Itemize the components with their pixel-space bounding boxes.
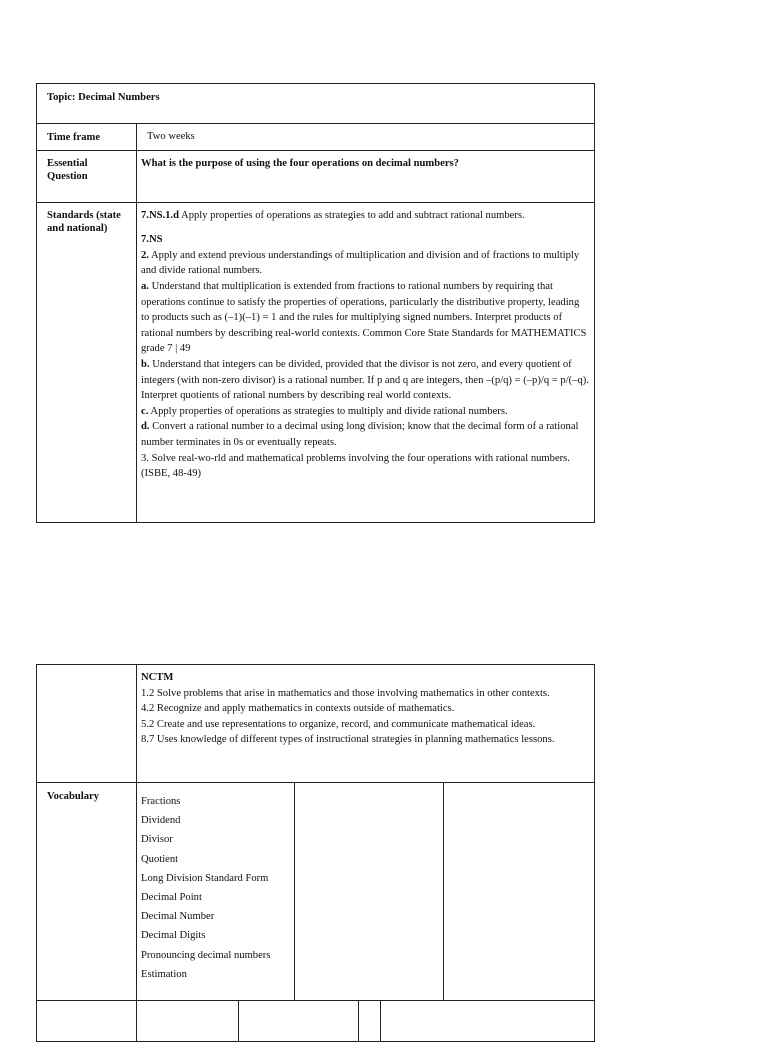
standard-7ns-heading: 7.NS [141, 234, 163, 246]
nctm-item: 1.2 Solve problems that arise in mathematics and those involving mathematics in other contexts. [141, 687, 550, 699]
vocabulary-term: Decimal Number [141, 911, 215, 923]
nctm-title: NCTM [141, 672, 174, 683]
empty-cell [239, 1001, 381, 1042]
standard-item-3: 3. Solve real-wo-rld and mathematical problems involving the four operations with rational numbers. (ISBE, 48-49) [141, 452, 570, 480]
standard-code: 7.NS.1.d [141, 209, 179, 221]
nctm-item: 8.7 Uses knowledge of different types of instructional strategies in planning mathematics lessons. [141, 734, 555, 746]
standards-label: Standards (state and national) [37, 202, 137, 522]
vocabulary-term: Long Division Standard Form [141, 872, 269, 884]
vocabulary-list [137, 783, 295, 1001]
vocabulary-term: Divisor [141, 834, 173, 846]
next-row [37, 1001, 595, 1042]
essential-question-value: What is the purpose of using the four operations on decimal numbers? [137, 150, 595, 202]
vocabulary-term: Pronouncing decimal numbers [141, 949, 271, 961]
vocabulary-term: Dividend [141, 815, 181, 827]
vocabulary-label: Vocabulary [37, 783, 137, 1001]
standard-item-b: b. Understand that integers can be divided, provided that the divisor is not zero, and every quotient of integers (with non-zero divisor) is a rational number. If p and q are integers, then –(p/q) = (–p)/q = p/(–q). Interpret quotients of rational numbers by describing real world contexts. [141, 358, 589, 402]
unit-plan-table-continued [36, 664, 595, 1042]
nctm-item: 4.2 Recognize and apply mathematics in contexts outside of mathematics. [141, 703, 455, 715]
empty-cell [37, 1001, 137, 1042]
time-frame-row [37, 124, 595, 151]
vocabulary-grid [295, 783, 594, 1000]
empty-cell [381, 1001, 595, 1042]
vocabulary-term: Estimation [141, 968, 187, 980]
time-frame-label: Time frame [37, 124, 137, 151]
essential-question-row [37, 150, 595, 202]
standard-7ns1d [141, 208, 590, 224]
standards-row [37, 202, 595, 522]
vocabulary-term: Decimal Point [141, 892, 202, 904]
nctm-content [137, 665, 595, 783]
essential-question-label: Essential Question [37, 150, 137, 202]
empty-cell [137, 1001, 239, 1042]
unit-plan-table [36, 83, 595, 523]
standard-item-2: 2. Apply and extend previous understandings of multiplication and division and of fractions to multiply and divide rational numbers. [141, 249, 580, 277]
standards-content [137, 202, 595, 522]
vocabulary-empty-cells [295, 783, 595, 1001]
vocabulary-row [37, 783, 595, 1001]
vocabulary-term: Fractions [141, 796, 181, 807]
standard-item-d: d. Convert a rational number to a decimal using long division; know that the decimal form of a rational number terminates in 0s or eventually repeats. [141, 421, 579, 448]
standard-item-a: a. Understand that multiplication is extended from fractions to rational numbers by requiring that operations continue to satisfy the properties of operations, particularly the distributive property, leading to products such as (–1)(–1) = 1 and the rules for multiplying signed numbers. Interpret products of rational numbers by describing real-world contexts. Common Core State Standards for MATHEMATICS grade 7 | 49 [141, 280, 587, 355]
nctm-row [37, 665, 595, 783]
standard-text: Apply properties of operations as strategies to add and subtract rational numbers. [178, 209, 525, 221]
nctm-item: 5.2 Create and use representations to organize, record, and communicate mathematical ideas. [141, 718, 536, 730]
vocabulary-term: Decimal Digits [141, 930, 206, 942]
vocabulary-term: Quotient [141, 853, 179, 865]
topic-cell: Topic: Decimal Numbers [37, 84, 595, 124]
nctm-label-cell [37, 665, 137, 783]
standard-item-c: c. Apply properties of operations as strategies to multiply and divide rational numbers. [141, 405, 508, 417]
time-frame-value: Two weeks [137, 124, 595, 151]
topic-row [37, 84, 595, 124]
